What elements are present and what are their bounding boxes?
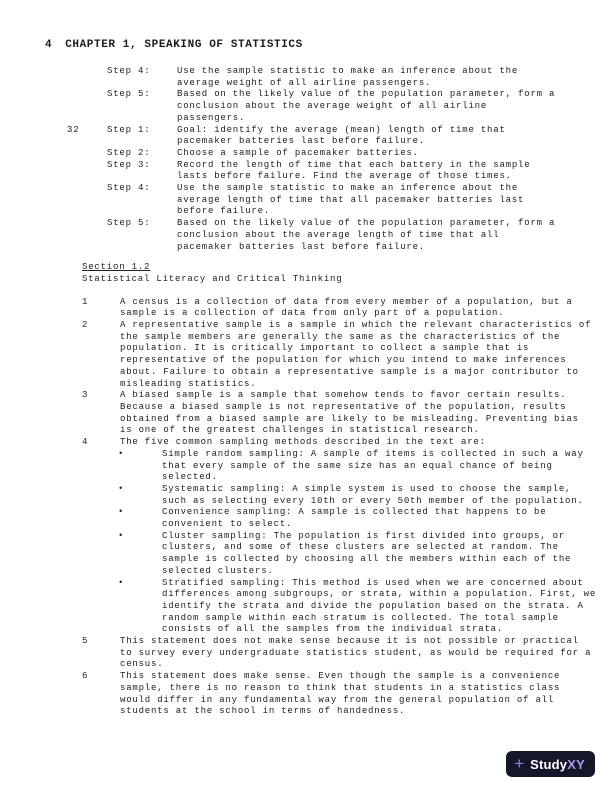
step-row: [65, 148, 612, 160]
bullet-icon: •: [118, 577, 125, 588]
bullet-text: Simple random sampling: A sample of items is collected in such a way that every sample of the same size has an equal chance of being selected.: [162, 448, 584, 483]
answer-text: This statement does not make sense because it is not possible or practical to survey every undergraduate statistics student, as would be required for a census.: [120, 636, 592, 670]
answer-number: 3: [82, 390, 89, 401]
answer-row: [82, 671, 612, 718]
answer-row: [82, 390, 612, 437]
bullet-icon: •: [118, 448, 125, 459]
answer-row: [82, 437, 612, 449]
step-row: [65, 66, 612, 89]
chapter-title: CHAPTER 1, SPEAKING OF STATISTICS: [65, 39, 303, 51]
bullet-item: [116, 484, 612, 507]
section-heading: Section 1.2: [82, 262, 151, 273]
answer-number: 1: [82, 296, 89, 307]
answer-text: A representative sample is a sample in which the relevant characteristics of the sample members are generally the same as the characteristics of the population. It is critically important to collect a sample that is representative of the population for which you intend to make inferences about. Failure to obtain a representative sample is a major contributor to misleading statistics.: [120, 320, 592, 389]
step-label: Step 5:: [107, 89, 151, 100]
step-text: Use the sample statistic to make an inference about the average weight of all airline passengers.: [177, 66, 519, 88]
step-text: Goal: identify the average (mean) length of time that pacemaker batteries last before failure.: [177, 124, 506, 147]
section-header: [82, 262, 612, 285]
answer-number: 5: [82, 636, 89, 647]
bullet-item: [116, 507, 612, 530]
plus-icon: +: [514, 754, 525, 773]
answer-text: A census is a collection of data from every member of a population, but a sample is a collection of data from only part of a population.: [120, 296, 573, 319]
brand-name-secondary: XY: [567, 756, 585, 772]
step-row: [65, 218, 612, 253]
answers-list: [82, 297, 612, 718]
solution-steps-block: [65, 66, 612, 253]
answer-number: 6: [82, 671, 89, 682]
step-label: Step 3:: [107, 159, 151, 170]
answer-row: [82, 320, 612, 390]
answer-row: [82, 297, 612, 320]
answer-row: [82, 636, 612, 671]
bullet-text: Cluster sampling: The population is first divided into groups, or clusters, and some of these clusters are selected at random. The sample is collected by choosing all the members within each of the selected clusters.: [162, 530, 572, 576]
step-text: Record the length of time that each battery in the sample lasts before failure. Find the average of those times.: [177, 159, 531, 182]
step-row: [65, 89, 612, 124]
step-row: [65, 160, 612, 183]
answer-text: This statement does make sense. Even though the sample is a convenience sample, there is no reason to think that students in a statistics class would differ in any fundamental way from the general population of all students at the school in terms of handedness.: [120, 671, 561, 717]
step-label: Step 4:: [107, 183, 151, 194]
bullet-icon: •: [118, 507, 125, 518]
step-label: Step 4:: [107, 66, 151, 76]
bullet-item: [116, 578, 612, 637]
step-text: Based on the likely value of the population parameter, form a conclusion about the average length of time that all pacemaker batteries last before failure.: [177, 218, 556, 252]
bullet-item: [116, 449, 612, 484]
bullet-item: [116, 531, 612, 578]
bullet-text: Convenience sampling: A sample is collected that happens to be convenient to select.: [162, 507, 547, 530]
answer-number: 2: [82, 320, 89, 331]
step-label: Step 5:: [107, 218, 151, 229]
bullet-icon: •: [118, 530, 125, 541]
studyxy-logo: [506, 751, 595, 777]
step-row: [65, 183, 612, 218]
page-header: [45, 40, 303, 52]
page-content: [0, 66, 612, 718]
step-text: Use the sample statistic to make an inference about the average length of time that all pacemaker batteries last before failure.: [177, 183, 525, 217]
brand-name: [530, 758, 585, 771]
step-text: Choose a sample of pacemaker batteries.: [177, 147, 419, 158]
problem-number: 32: [67, 124, 80, 135]
step-label: Step 1:: [107, 124, 151, 135]
page-number: 4: [45, 39, 53, 51]
answer-text: The five common sampling methods described in the text are:: [120, 437, 486, 448]
sampling-methods-list: [116, 449, 612, 636]
step-row: [65, 125, 612, 148]
section-subheading: Statistical Literacy and Critical Thinking: [82, 273, 343, 284]
bullet-icon: •: [118, 483, 125, 494]
answer-text: A biased sample is a sample that somehow tends to favor certain results. Because a biased sample is not representative of the population, results obtained from a biased sample are likely to be misleading. Preventing bias is one of the greatest challenges in statistical research.: [120, 390, 579, 436]
step-text: Based on the likely value of the population parameter, form a conclusion about the average weight of all airline passengers.: [177, 89, 556, 123]
bullet-text: Stratified sampling: This method is used when we are concerned about differences among subgroups, or strata, within a population. First, we identify the strata and divide the population based on the strata. A random sample within each stratum is collected. The total sample consists of all the samples from the individual strata.: [162, 577, 597, 635]
answer-number: 4: [82, 437, 89, 448]
step-label: Step 2:: [107, 147, 151, 158]
bullet-text: Systematic sampling: A simple system is used to choose the sample, such as selecting every 10th or every 50th member of the population.: [162, 483, 584, 506]
brand-name-primary: Study: [530, 756, 568, 772]
